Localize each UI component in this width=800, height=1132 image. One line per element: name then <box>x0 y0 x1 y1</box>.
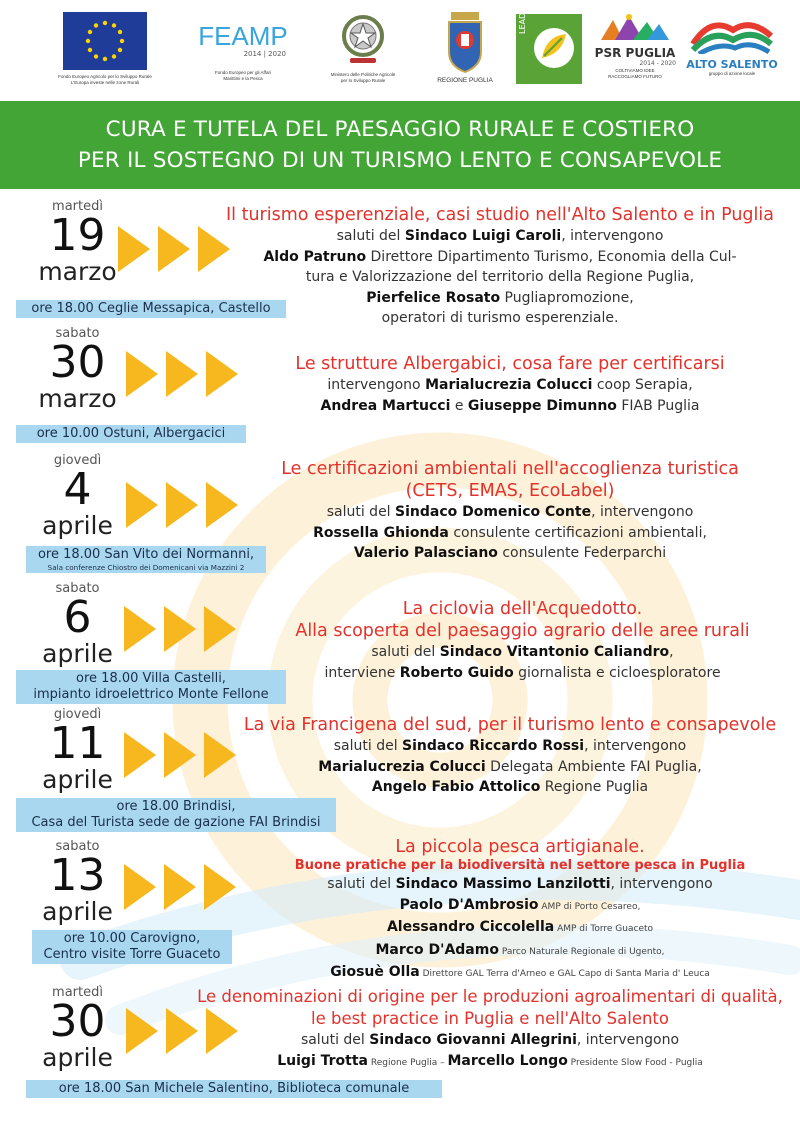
event-line: saluti del Sindaco Vitantonio Caliandro, <box>371 644 674 660</box>
feamp-name: FEAMP <box>198 21 288 51</box>
event-line: Luigi Trotta Regione Puglia – Marcello Longo Presidente Slow Food - Puglia <box>277 1052 703 1069</box>
event-day: 19 <box>49 210 106 261</box>
event-line: Rossella Ghionda consulente certificazioni ambientali, <box>313 524 707 541</box>
event-6-details <box>240 836 800 985</box>
italian-emblem-icon <box>338 10 388 68</box>
logo-strip <box>0 0 800 100</box>
venue-text: ore 10.00 Carovigno, <box>63 931 201 946</box>
alto-salento-logo <box>684 14 780 77</box>
event-1 <box>0 196 800 326</box>
event-title: Le denominazioni di origine per le produzioni agroalimentari di qualità, <box>197 987 783 1006</box>
arrows-icon <box>124 604 236 654</box>
venue-text: ore 18.00 Villa Castelli, <box>76 671 226 686</box>
title-banner <box>0 101 800 189</box>
banner-line-2: PER IL SOSTEGNO DI UN TURISMO LENTO E CONSAPEVOLE <box>77 148 723 173</box>
event-3 <box>0 450 800 580</box>
event-day: 30 <box>49 337 106 388</box>
psr-caption-1: COLTIVIAMO IDEE <box>615 68 655 73</box>
event-2-details <box>220 353 800 416</box>
event-line: Andrea Martucci e Giuseppe Dimunno FIAB Puglia <box>320 397 700 414</box>
event-day: 4 <box>63 464 92 515</box>
alto-salento-waves-icon <box>689 14 775 54</box>
eu-flag-icon <box>63 12 147 70</box>
event-6-venue <box>32 930 232 964</box>
event-line: operatori di turismo esperenziale. <box>381 310 619 326</box>
eu-logo <box>30 12 180 86</box>
event-month: marzo <box>38 257 117 286</box>
venue-text-2: impianto idroelettrico Monte Fellone <box>33 687 269 702</box>
leader-label: LEADER <box>518 2 527 34</box>
banner-line-1: CURA E TUTELA DEL PAESAGGIO RURALE E COSTIERO <box>105 117 695 142</box>
regione-shield-icon <box>445 10 485 74</box>
event-title-2: (CETS, EMAS, EcoLabel) <box>405 481 615 501</box>
event-1-details <box>200 204 800 329</box>
event-title: Le certificazioni ambientali nell'accoglienza turistica <box>281 459 739 479</box>
psr-years: 2014 - 2020 <box>639 60 676 67</box>
feamp-logo <box>188 22 298 82</box>
event-line: tura e Valorizzazione del territorio della Regione Puglia, <box>305 269 695 285</box>
event-7-date <box>10 986 145 1071</box>
event-line: saluti del Sindaco Riccardo Rossi, intervengono <box>333 738 687 754</box>
event-4-details <box>245 598 800 683</box>
leader-logo <box>516 2 582 84</box>
event-day: 11 <box>49 718 106 769</box>
event-day: 13 <box>49 850 106 901</box>
ministry-caption-1: Ministero delle Politiche Agricole <box>330 72 396 77</box>
event-line: interviene Roberto Guido giornalista e cicloesploratore <box>324 664 721 681</box>
event-month: aprile <box>42 511 113 540</box>
event-month: marzo <box>38 384 117 413</box>
event-day: 30 <box>49 996 106 1047</box>
regione-caption: REGIONE PUGLIA <box>437 77 493 84</box>
event-title: Le strutture Albergabici, cosa fare per certificarsi <box>295 354 725 374</box>
event-4 <box>0 580 800 705</box>
eu-caption-1: Fondo Europeo Agricolo per lo Sviluppo Rurale <box>58 74 152 79</box>
event-line: intervengono Marialucrezia Colucci coop Serapia, <box>327 377 693 393</box>
event-line: Marialucrezia Colucci Delegata Ambiente FAI Puglia, <box>318 758 702 775</box>
event-line: Paolo D'Ambrosio AMP di Porto Cesareo, <box>399 896 641 913</box>
event-line: saluti del Sindaco Massimo Lanzilotti, intervengono <box>327 876 713 892</box>
event-6 <box>0 836 800 984</box>
venue-text: ore 18.00 San Vito dei Normanni, <box>37 547 255 562</box>
psr-name: PSR PUGLIA <box>594 46 676 60</box>
event-line: Marco D'Adamo Parco Naturale Regionale di Ugento, <box>375 941 665 958</box>
event-line: Valerio Palasciano consulente Federparchi <box>353 545 667 561</box>
alto-salento-caption: gruppo di azione locale <box>708 71 756 76</box>
event-7-venue <box>26 1080 442 1098</box>
event-weekday: giovedì <box>53 453 102 468</box>
event-2-date <box>10 327 145 412</box>
event-month: aprile <box>42 639 113 668</box>
venue-text: ore 18.00 San Michele Salentino, Biblioteca comunale <box>58 1081 410 1096</box>
event-line: saluti del Sindaco Domenico Conte, intervengono <box>326 504 694 520</box>
venue-text: ore 10.00 Ostuni, Albergacici <box>36 426 226 441</box>
event-3-date <box>10 454 145 539</box>
event-month: aprile <box>42 897 113 926</box>
event-3-details <box>220 458 800 564</box>
alto-salento-name: ALTO SALENTO <box>686 58 778 71</box>
venue-text: ore 18.00 Ceglie Messapica, Castello <box>31 301 271 316</box>
venue-text: ore 18.00 Brindisi, <box>116 799 236 814</box>
event-line: Pierfelice Rosato Pugliapromozione, <box>366 289 634 306</box>
event-line: Giosuè Olla Direttore GAL Terra d'Arneo e GAL Capo di Santa Maria d' Leuca <box>330 964 710 980</box>
event-title: La piccola pesca artigianale. <box>395 837 645 857</box>
event-month: aprile <box>42 765 113 794</box>
event-title-2: Alla scoperta del paesaggio agrario delle aree rurali <box>295 621 750 641</box>
regione-puglia-logo <box>425 10 505 84</box>
event-5-details <box>220 714 800 798</box>
event-subtitle: Buone pratiche per la biodiversità nel settore pesca in Puglia <box>294 858 746 873</box>
ministry-caption-2: per lo Sviluppo Rurale <box>340 78 386 83</box>
event-line: Alessandro Ciccolella AMP di Torre Guaceto <box>386 919 654 935</box>
event-7 <box>0 984 800 1112</box>
leader-leaf-icon <box>532 26 576 70</box>
event-2-venue <box>16 425 246 443</box>
psr-puglia-logo <box>594 12 676 80</box>
event-weekday: sabato <box>55 326 100 341</box>
event-weekday: martedì <box>52 985 103 1000</box>
event-5 <box>0 706 800 838</box>
venue-subtext: Sala conferenze Chiostro dei Domenicani via Mazzini 2 <box>47 563 245 572</box>
event-line: Angelo Fabio Attolico Regione Puglia <box>371 779 649 795</box>
event-title: La via Francigena del sud, per il turismo lento e consapevole <box>243 715 777 735</box>
event-line: saluti del Sindaco Luigi Caroli, intervengono <box>336 228 664 244</box>
event-line: Aldo Patruno Direttore Dipartimento Turismo, Economia della Cul- <box>263 248 737 265</box>
venue-text-2: Casa del Turista sede de gazione FAI Brindisi <box>31 815 321 830</box>
event-title: Il turismo esperenziale, casi studio nell'Alto Salento e in Puglia <box>226 205 774 225</box>
arrows-icon <box>124 862 236 912</box>
event-day: 6 <box>63 592 92 643</box>
event-month: aprile <box>42 1043 113 1072</box>
ministry-logo <box>318 10 408 84</box>
psr-hills-icon <box>599 12 671 42</box>
feamp-years: 2014 | 2020 <box>243 50 286 58</box>
feamp-caption-1: Fondo Europeo per gli Affari <box>215 70 271 75</box>
event-2 <box>0 325 800 450</box>
event-7-details <box>180 986 800 1073</box>
venue-text-2: Centro visite Torre Guaceto <box>43 947 221 962</box>
event-weekday: sabato <box>55 581 100 596</box>
eu-caption-2: L'Europa investe nelle zone Rurali <box>70 80 140 85</box>
psr-caption-2: RACCOGLIAMO FUTURO <box>608 74 662 79</box>
event-line: saluti del Sindaco Giovanni Allegrini, intervengono <box>300 1032 680 1048</box>
feamp-caption-2: Marittimi e la Pesca <box>223 76 263 81</box>
event-weekday: martedì <box>52 199 103 214</box>
event-weekday: sabato <box>55 839 100 854</box>
event-title: La ciclovia dell'Acquedotto. <box>402 599 643 619</box>
event-5-venue <box>16 798 336 832</box>
event-title-2: le best practice in Puglia e nell'Alto Salento <box>310 1009 669 1028</box>
event-weekday: giovedì <box>53 707 102 722</box>
